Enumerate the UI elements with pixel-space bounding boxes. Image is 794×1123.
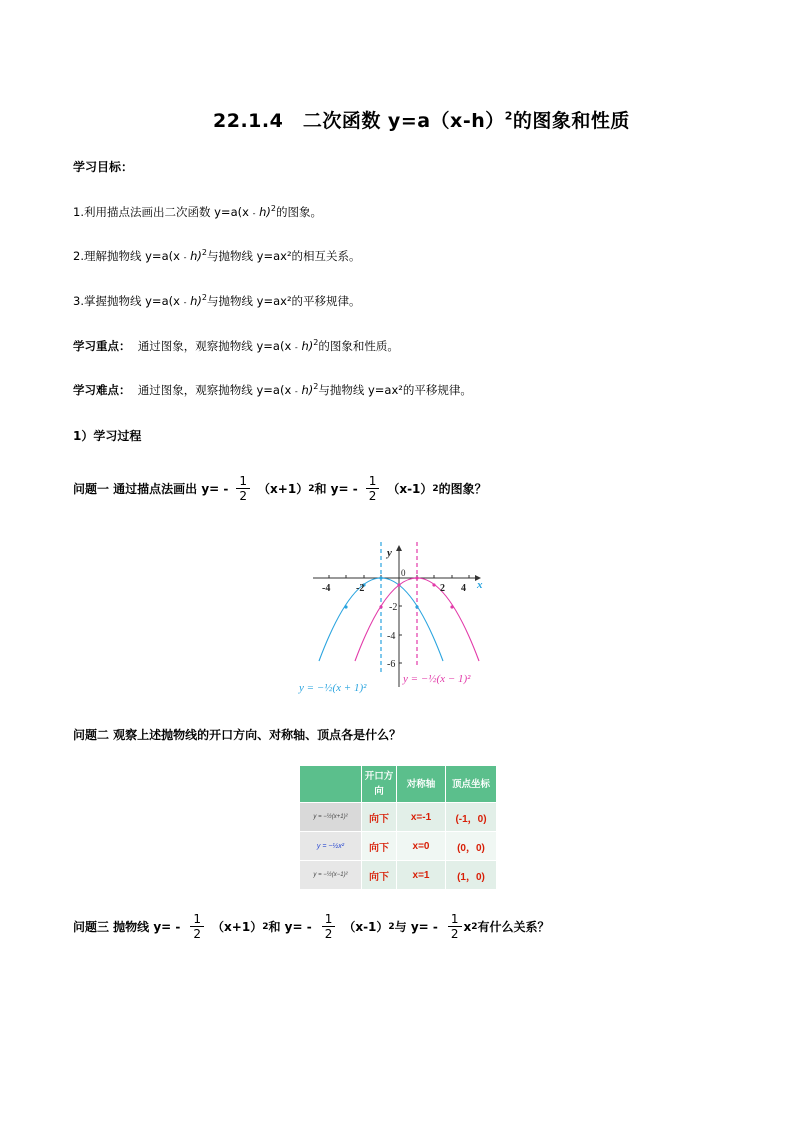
vertex-cell: (1，0) xyxy=(446,861,497,890)
study-difficulty: 学习难点： 通过图象，观察抛物线 y=a(x - h)$^2$与抛物线 y=ax²的平移规律。 xyxy=(73,382,472,397)
y-tick-label: -2 xyxy=(389,602,398,613)
goal-item-2: 2.理解抛物线 y=a(x - h)$^2$与抛物线 y=ax²的相互关系。 xyxy=(73,248,361,263)
symmetry-axis-cell: x=0 xyxy=(397,832,446,861)
question-one: 问题一 通过描点法画出 y= - $\frac{1}{2}$ （x+1） 2 和 y= - $\frac{1}{2}$ （x-1） 2 的图象？ xyxy=(73,474,487,503)
header-open-direction: 开口方向 xyxy=(362,766,397,803)
table-row xyxy=(300,803,497,832)
goal-item-1: 1.利用描点法画出二次函数 y=a(x - h)$^2$的图象。 xyxy=(73,204,322,219)
origin-label: 0 xyxy=(401,568,406,578)
y-tick-label: -4 xyxy=(387,631,396,642)
goals-label: 学习目标： xyxy=(73,160,134,174)
x-tick-label: 4 xyxy=(461,583,466,594)
row-function-label: y = −½(x−1)² xyxy=(300,861,362,890)
fraction-half: $\frac{1}{2}$ xyxy=(190,912,204,941)
header-symmetry-axis: 对称轴 xyxy=(397,766,446,803)
process-heading: 1）学习过程 xyxy=(73,429,142,443)
vertex-cell: (-1，0) xyxy=(446,803,497,832)
symmetry-axis-cell: x=1 xyxy=(397,861,446,890)
left-curve-equation: y = −½(x + 1)² xyxy=(299,682,367,694)
right-curve-equation: y = −½(x − 1)² xyxy=(403,673,471,685)
y-axis-arrow xyxy=(396,545,402,551)
fraction-half: $\frac{1}{2}$ xyxy=(448,912,462,941)
question-three: 问题三 抛物线 y= - $\frac{1}{2}$ （x+1） 2 和 y= - $\frac{1}{2}$ （x-1） 2 与 y= - $\frac{1}{2}$ x 2 有什么关系？ xyxy=(73,912,550,941)
row-function-label: y = −½(x+1)² xyxy=(300,803,362,832)
x-tick-label: -2 xyxy=(356,583,365,594)
page-title: 22.1.4 二次函数 $y=a(x-h)^2$的图象和性质 xyxy=(213,109,630,132)
question-two: 问题二 观察上述抛物线的开口方向、对称轴、顶点各是什么？ xyxy=(73,728,402,742)
open-direction-cell: 向下 xyxy=(362,832,397,861)
fraction-half: $\frac{1}{2}$ xyxy=(236,474,250,503)
x-axis-label: x xyxy=(477,579,483,591)
open-direction-cell: 向下 xyxy=(362,861,397,890)
header-vertex: 顶点坐标 xyxy=(446,766,497,803)
y-tick-label: -6 xyxy=(387,659,396,670)
study-difficulty-label: 学习难点： xyxy=(73,383,131,397)
open-direction-cell: 向下 xyxy=(362,803,397,832)
x-tick-label: 2 xyxy=(440,583,445,594)
vertex-cell: (0，0) xyxy=(446,832,497,861)
y-axis-label: y xyxy=(387,547,392,559)
properties-table xyxy=(299,765,497,890)
table-header-row xyxy=(300,766,497,803)
study-focus: 学习重点： 通过图象，观察抛物线 y=a(x - h)$^2$的图象和性质。 xyxy=(73,338,399,353)
table-row xyxy=(300,861,497,890)
study-focus-label: 学习重点： xyxy=(73,339,131,353)
symmetry-axis-cell: x=-1 xyxy=(397,803,446,832)
row-function-label: y = −½x² xyxy=(300,832,362,861)
fraction-half: $\frac{1}{2}$ xyxy=(322,912,336,941)
table-row xyxy=(300,832,497,861)
fraction-half: $\frac{1}{2}$ xyxy=(366,474,380,503)
parabola-graph xyxy=(295,537,505,703)
goal-item-3: 3.掌握抛物线 y=a(x - h)$^2$与抛物线 y=ax²的平移规律。 xyxy=(73,293,361,308)
x-tick-label: -4 xyxy=(322,583,331,594)
